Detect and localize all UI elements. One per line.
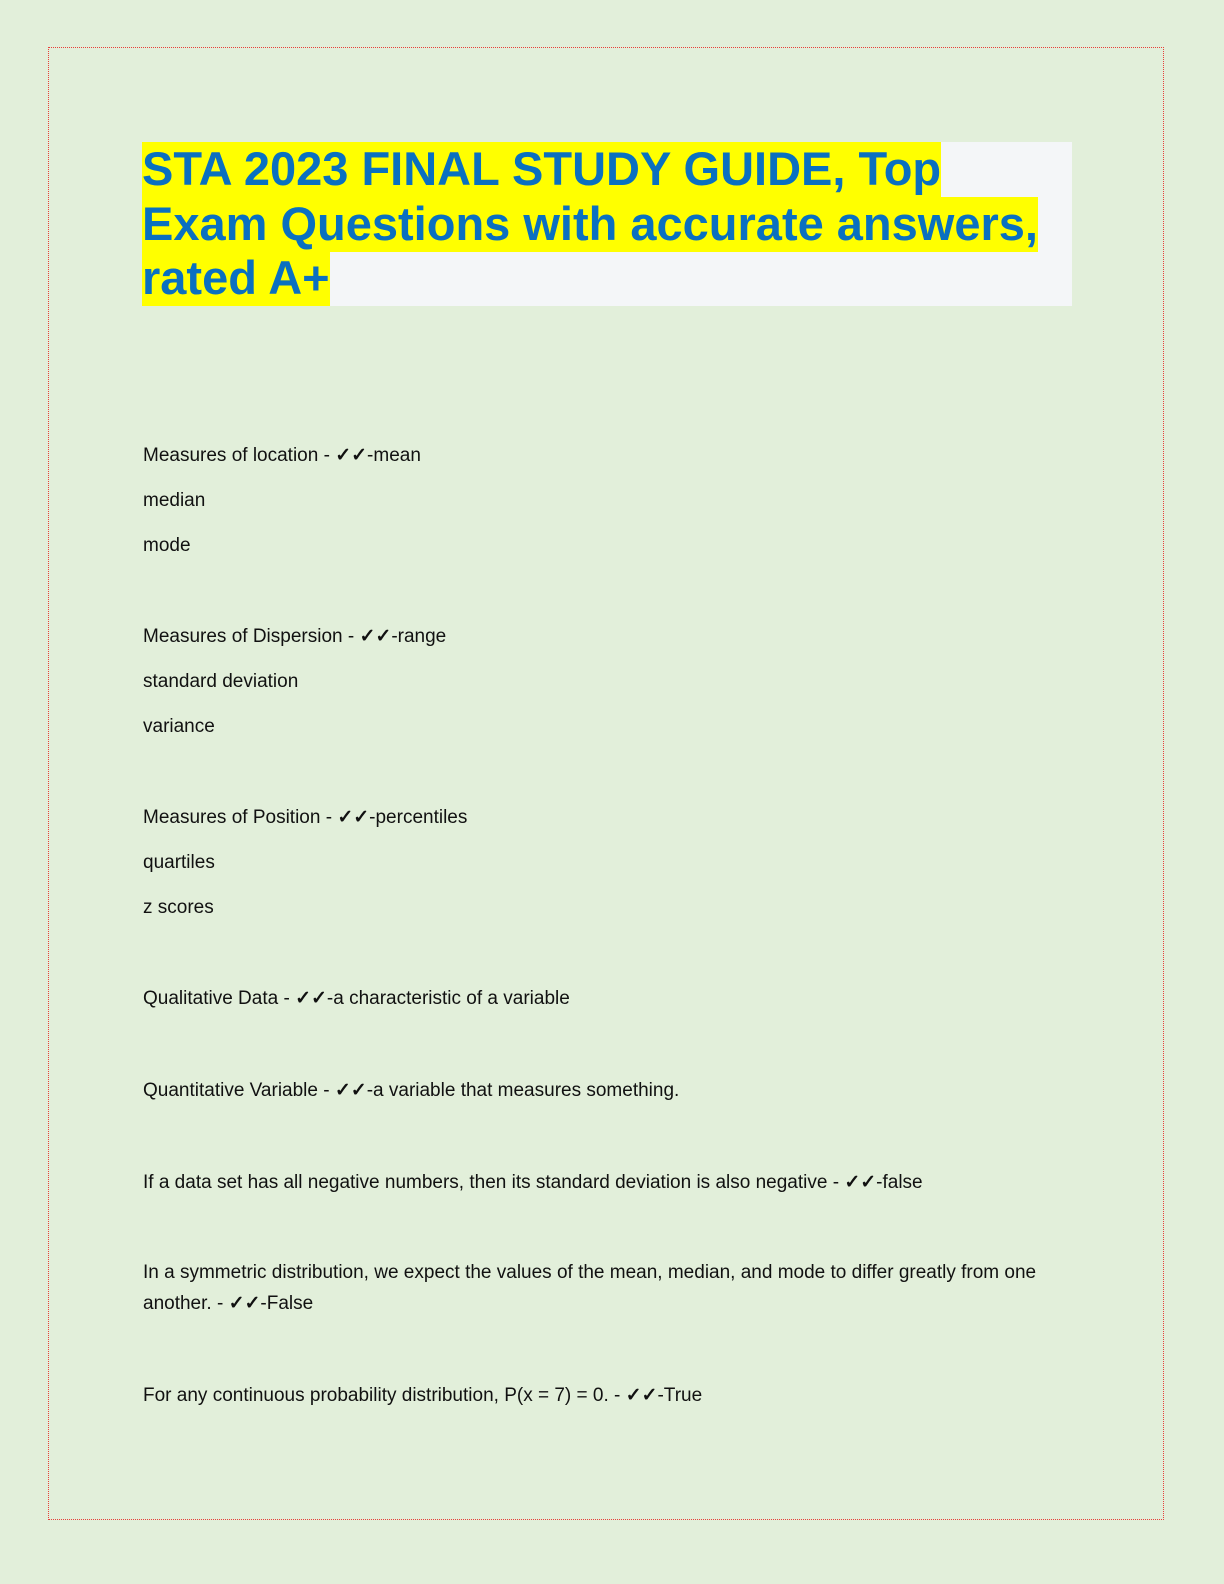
question-text: Measures of Position - [143, 807, 338, 828]
answer-line: median [143, 490, 206, 511]
double-check-icon: ✓✓ [625, 1385, 658, 1406]
double-check-icon: ✓✓ [844, 1172, 877, 1193]
answer-text: -percentiles [369, 807, 468, 828]
answer-text: -True [657, 1385, 703, 1406]
answer-line: variance [143, 716, 215, 737]
question-text: Quantitative Variable - [143, 1080, 335, 1101]
document-title [142, 142, 1072, 306]
qa-item-position [143, 802, 467, 834]
qa-item-location [143, 440, 421, 472]
title-line-3: rated A+ [142, 251, 330, 304]
double-check-icon: ✓✓ [295, 988, 327, 1009]
double-check-icon: ✓✓ [337, 807, 370, 828]
title-line-1: STA 2023 FINAL STUDY GUIDE, Top [142, 142, 942, 195]
question-text: For any continuous probability distribution, P(x = 7) = 0. - [143, 1385, 626, 1406]
answer-line: standard deviation [143, 671, 299, 692]
double-check-icon: ✓✓ [334, 1080, 367, 1101]
answer-line: mode [143, 535, 191, 556]
question-text: If a data set has all negative numbers, then its standard deviation is also negative - [143, 1172, 845, 1193]
answer-text: -false [876, 1172, 923, 1193]
answer-line: z scores [143, 897, 214, 918]
qa-item-continuous [143, 1380, 702, 1412]
answer-text: -a variable that measures something. [366, 1080, 680, 1101]
answer-text: -a characteristic of a variable [326, 988, 570, 1009]
double-check-icon: ✓✓ [359, 626, 392, 647]
answer-line: quartiles [143, 852, 215, 873]
double-check-icon: ✓✓ [228, 1293, 261, 1314]
title-box [142, 142, 1072, 306]
question-text: Qualitative Data - [143, 988, 296, 1009]
answer-text: -range [391, 626, 447, 647]
answer-text: -mean [367, 445, 421, 466]
question-text: Measures of location - [143, 445, 336, 466]
question-text: In a symmetric distribution, we expect the values of the mean, median, and mode to differ greatly from one another. - [143, 1262, 1037, 1314]
question-text: Measures of Dispersion - [143, 626, 360, 647]
double-check-icon: ✓✓ [335, 445, 368, 466]
title-line-2: Exam Questions with accurate answers, [142, 196, 1038, 250]
qa-item-negative-sd [143, 1167, 923, 1199]
qa-item-symmetric [143, 1257, 1073, 1319]
qa-item-dispersion [143, 621, 446, 653]
qa-item-qualitative [143, 983, 570, 1015]
answer-text: -False [260, 1293, 314, 1314]
qa-item-quantitative [143, 1075, 679, 1107]
